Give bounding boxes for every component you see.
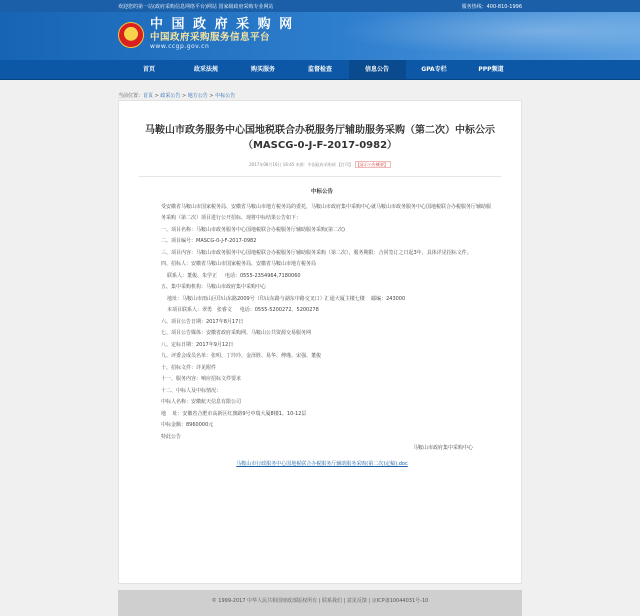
- article-heading: 中标公告: [310, 189, 333, 195]
- title-divider: [139, 176, 501, 177]
- breadcrumb-announcements[interactable]: 政采公告: [160, 93, 181, 99]
- article-meta: [119, 162, 521, 168]
- site-logo[interactable]: [118, 18, 294, 51]
- paragraph: 地址：马鞍山市雨山区印山东路2009号（印山东路与湖东中路交叉口）汇通大厦主楼七楼 邮编：243000: [167, 295, 406, 302]
- paragraph: 六、项目公告日期：2017年8月17日: [161, 318, 244, 325]
- article-meta-text: 2017年08月16日 16:45 来源：中国政府采购网 【打印】: [249, 162, 353, 167]
- attachment: [151, 459, 493, 471]
- paragraph: 中标人名称：安徽航天信息有限公司: [161, 399, 242, 405]
- paragraph: 八、定标日期：2017年9月12日: [161, 341, 234, 348]
- logo-url: www.ccgp.gov.cn: [150, 43, 210, 50]
- nav-purchase-services[interactable]: 购买服务: [250, 66, 275, 73]
- paragraph: 受安徽省马鞍山市国家税务局、安徽省马鞍山市地方税务局的委托，马鞍山市政府集中采购中心就马鞍山市政务服务中心国地税联合办税服务厅辅助服务采购（第二次）项目进行公开招标，现将中标结果公告如下：: [161, 203, 492, 221]
- paragraph: 地 址：安徽省合肥市高新区红旗路9号中瑞大厦8楼1、10-12层: [161, 410, 307, 417]
- paragraph: 中标金额：8960000元: [161, 422, 214, 428]
- article-title: 马鞍山市政务服务中心国地税联合办税服务厅辅助服务采购（第二次）中标公示（MASCG-0-J-F-2017-0982）: [145, 125, 495, 151]
- breadcrumb-prefix: 当前位置：: [118, 93, 144, 99]
- site-footer: © 1999-2017 中华人民共和国财政部版权所有 | 联系我们 | 意见反馈 | 京ICP备10044031号-10: [118, 590, 522, 616]
- breadcrumb-award[interactable]: 中标公告: [215, 93, 236, 99]
- paragraph: 本项目联系人：翠勇 张睿文 电话：0555-5200272、5200278: [167, 307, 319, 313]
- breadcrumb-home[interactable]: 首页: [143, 93, 154, 99]
- paragraph: 五、集中采购机构：马鞍山市政府集中采购中心: [161, 284, 267, 290]
- summary-toggle-button[interactable]: 【显示公告概要】: [355, 161, 391, 168]
- paragraph: 七、项目公告媒体：安徽省政府采购网、马鞍山公共资源交易服务网: [161, 330, 312, 336]
- nav-announcements[interactable]: 信息公告: [349, 60, 406, 79]
- top-info-bar: [0, 0, 640, 12]
- paragraph: 特此公告: [161, 433, 182, 440]
- signature: 马鞍山市政府集中采购中心: [412, 445, 473, 451]
- logo-subtitle: 中国政府采购服务信息平台: [150, 32, 271, 43]
- nav-ppp[interactable]: PPP频道: [478, 66, 504, 73]
- paragraph: 一、项目名称：马鞍山市政务服务中心国地税联合办税服务厅辅助服务采购(第二次): [161, 226, 345, 233]
- top-welcome-text: 欢迎您的第一站(政府采购信息网络平台)网站 国家级政府采购专业网站: [118, 3, 274, 10]
- nav-regulations[interactable]: 政采法规: [193, 66, 218, 73]
- paragraph: 十一、服务内容：响应招标文件要求: [161, 376, 242, 382]
- paragraph: 联系人：董俊、朱学正 电话：0555-2354964,7180060: [167, 272, 301, 279]
- paragraph: 十二、中标人及中标情况：: [161, 387, 222, 394]
- article-card: [118, 100, 522, 584]
- nav-supervision[interactable]: 监督检查: [307, 66, 332, 73]
- nav-gpa[interactable]: GPA专栏: [421, 66, 447, 73]
- breadcrumb: 当前位置：首页 > 政采公告 > 地方公告 > 中标公告: [118, 93, 236, 99]
- nav-home[interactable]: 首页: [142, 66, 155, 73]
- hotline-text: 服务热线：400-810-1996: [461, 3, 522, 10]
- breadcrumb-local[interactable]: 地方公告: [187, 93, 208, 99]
- article-body: [119, 187, 521, 470]
- main-nav: [0, 60, 640, 80]
- attachment-link[interactable]: 马鞍山市行政服务中心国地税联合办税服务厅辅助服务采购(第二次)定稿).doc: [236, 460, 408, 467]
- paragraph: 十、招标文件：详见附件: [161, 364, 217, 371]
- paragraph: 二、项目编号：MASCG-0-J-F-2017-0982: [161, 238, 257, 244]
- paragraph: 三、项目内容：马鞍山市政务服务中心国地税联合办税服务厅辅助服务采购（第二次），服务期限：合同签订之日起3年，具体详见招标文件。: [161, 249, 472, 256]
- paragraph: 四、招标人：安徽省马鞍山市国家税务局、安徽省马鞍山市地方税务局: [161, 261, 317, 267]
- national-emblem-icon: [118, 22, 144, 48]
- logo-title: 中 国 政 府 采 购 网: [150, 17, 295, 32]
- site-banner: [0, 12, 640, 60]
- paragraph: 九、评委会成员名单：张明、丁玲玲、金泽胜、易华、傅瑾、宋强、董俊: [161, 353, 322, 359]
- banner-decoration: [300, 12, 640, 60]
